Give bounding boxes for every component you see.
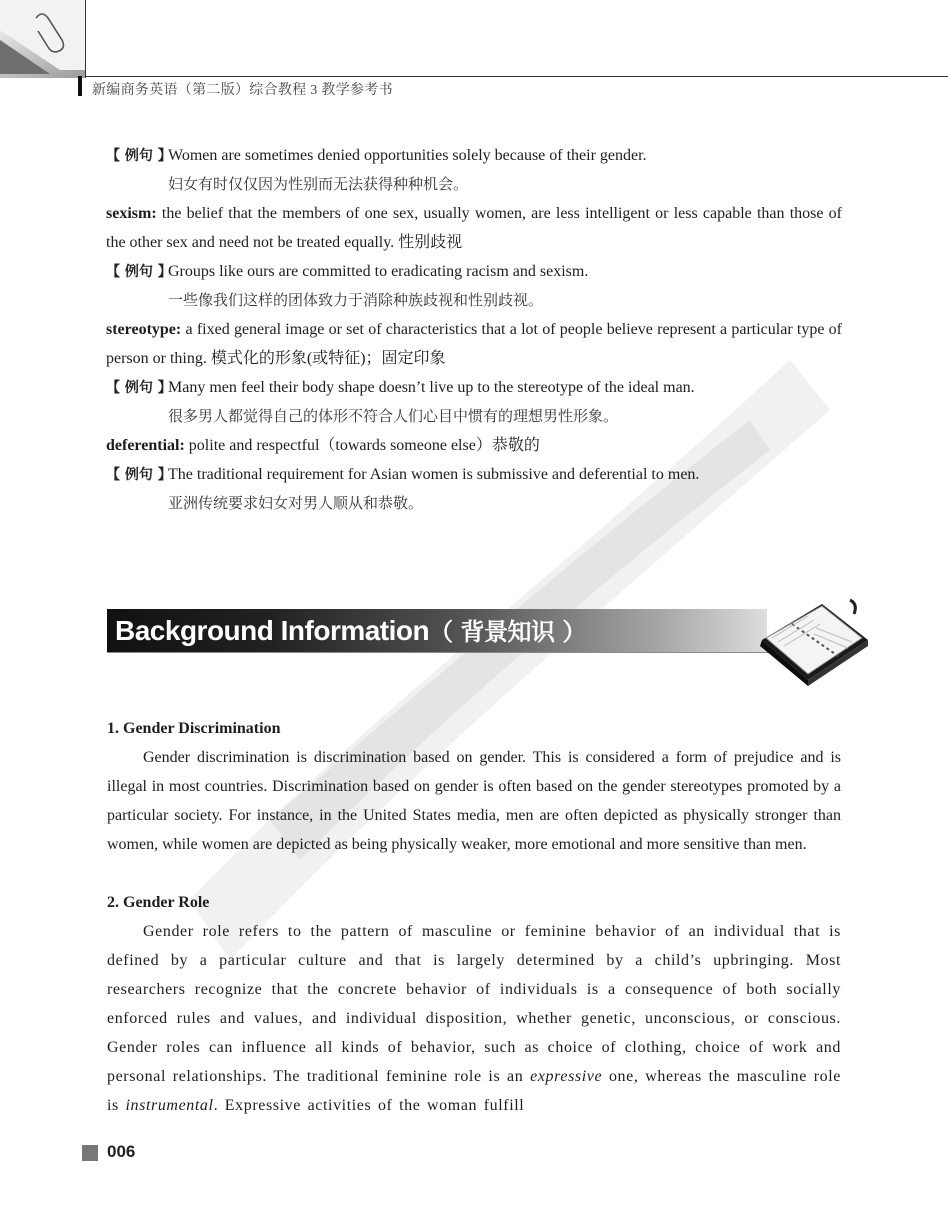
glossary-term: stereotype:: [106, 321, 182, 338]
example-sentence-en: Women are sometimes denied opportunities solely because of their gender.: [168, 147, 647, 164]
example-label: 【 例句 】: [106, 264, 172, 280]
section-heading: 2. Gender Role: [107, 894, 210, 911]
example-translation-zh: 妇女有时仅仅因为性别而无法获得种种机会。: [168, 175, 469, 193]
glossary-term: sexism:: [106, 205, 157, 222]
example-sentence-en: Groups like ours are committed to eradicating racism and sexism.: [168, 263, 589, 280]
paragraph-text: . Expressive activities of the woman fulfill: [213, 1097, 525, 1114]
header-vertical-rule: [85, 0, 86, 78]
glossary-entry-deferential: [106, 431, 842, 460]
example-label: 【 例句 】: [106, 380, 172, 396]
section-heading: 1. Gender Discrimination: [107, 720, 281, 737]
section-gender-discrimination: [107, 714, 841, 859]
page-number-marker: [82, 1145, 98, 1161]
example-line: [106, 460, 842, 489]
planner-book-icon: [752, 596, 872, 692]
example-translation-zh: 很多男人都觉得自己的体形不符合人们心目中惯有的理想男性形象。: [168, 407, 619, 425]
example-line: [106, 373, 842, 402]
header-marker: [78, 76, 82, 96]
paragraph-text: Gender role refers to the pattern of masculine or feminine behavior of an individual that is defined by a particular culture and that is largely determined by a child’s upbringing. Most researchers recognize that the concrete behavior of individuals is a consequence of both socially enforced rules and values, and individual disposition, whether genetic, unconscious, or conscious. Gender roles can influence all kinds of behavior, such as choice of clothing, choice of work and personal relationships. The traditional feminine role is an: [107, 923, 841, 1085]
example-sentence-en: Many men feel their body shape doesn’t live up to the stereotype of the ideal man.: [168, 379, 695, 396]
page-number: 006: [107, 1142, 136, 1161]
corner-paperclip-decoration: [0, 0, 86, 78]
paragraph-text: one, whereas the masculine role is: [107, 1068, 842, 1114]
example-line: [106, 257, 842, 286]
glossary-entry-sexism: [106, 199, 842, 257]
example-translation-zh: 亚洲传统要求妇女对男人顺从和恭敬。: [168, 494, 424, 512]
italic-term: expressive: [530, 1068, 603, 1085]
running-head: 新编商务英语（第二版）综合教程 3 教学参考书: [92, 83, 393, 98]
glossary-definition: a fixed general image or set of characteristics that a lot of people believe represent a particular type of person or thing. 模式化的形象(或特征)；固定印象: [106, 321, 843, 367]
glossary-entry-stereotype: [106, 315, 842, 373]
italic-term: instrumental: [125, 1097, 214, 1114]
header-horizontal-rule: [86, 76, 948, 77]
vocabulary-glossary: [106, 141, 842, 518]
example-line: [106, 141, 842, 170]
example-translation-zh: 一些像我们这样的团体致力于消除种族歧视和性别歧视。: [168, 291, 544, 309]
glossary-term: deferential:: [106, 437, 185, 454]
banner-title-zh: （ 背景知识 ）: [429, 618, 586, 646]
glossary-definition: the belief that the members of one sex, usually women, are less intelligent or less capable than those of the other sex and need not be treated equally. 性别歧视: [106, 205, 843, 251]
section-paragraph: [107, 917, 841, 1120]
example-sentence-en: The traditional requirement for Asian women is submissive and deferential to men.: [168, 466, 700, 483]
section-banner-title: [115, 612, 586, 647]
example-label: 【 例句 】: [106, 148, 172, 164]
example-label: 【 例句 】: [106, 467, 172, 483]
section-paragraph: Gender discrimination is discrimination based on gender. This is considered a form of prejudice and is illegal in most countries. Discrimination based on gender is often based on the gender stereotypes promoted by a particular society. For instance, in the United States media, men are often depicted as physically stronger than women, while women are depicted as being physically weaker, more emotional and more sensitive than men.: [107, 749, 841, 853]
banner-title-en: Background Information: [115, 615, 430, 646]
section-gender-role: [107, 888, 841, 1120]
banner-underline: [107, 652, 807, 653]
glossary-definition: polite and respectful（towards someone else）恭敬的: [188, 437, 540, 454]
